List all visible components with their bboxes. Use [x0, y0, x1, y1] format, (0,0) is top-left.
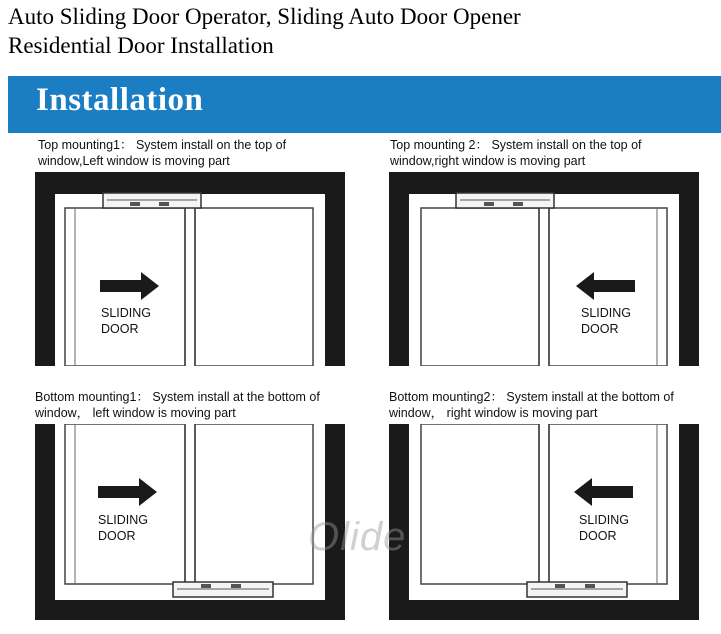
left-door-panel [421, 424, 539, 584]
door-diagram [389, 424, 699, 620]
watermark-logo: Olide [308, 515, 407, 559]
caption-top-mounting-1 [38, 137, 378, 169]
caption-line: Bottom mounting2： System install at the bottom of [389, 390, 674, 404]
caption-line: Top mounting1： System install on the top of [38, 138, 287, 152]
door-label: SLIDING DOOR [98, 513, 149, 543]
door-diagram [389, 172, 699, 366]
right-door-panel [195, 424, 313, 584]
left-door-panel [421, 208, 539, 366]
caption-bottom-mounting-2 [389, 389, 721, 421]
caption-top-mounting-2 [390, 137, 721, 169]
page-title [8, 2, 718, 60]
banner-heading: Installation [36, 82, 204, 118]
page-title-line1: Auto Sliding Door Operator, Sliding Auto Door Opener [8, 4, 521, 29]
right-door-panel [195, 208, 313, 366]
caption-line: window， right window is moving part [389, 406, 598, 420]
right-door-panel [549, 424, 667, 584]
caption-line: window,right window is moving part [390, 154, 586, 168]
caption-line: window， left window is moving part [35, 406, 236, 420]
door-label: SLIDING DOOR [581, 306, 632, 336]
diagram-top-mounting-2 [389, 172, 699, 366]
left-door-panel [65, 424, 185, 584]
door-diagram [35, 172, 345, 366]
installation-banner [8, 76, 721, 133]
door-diagram [35, 424, 345, 620]
diagram-bottom-mounting-1 [35, 424, 345, 620]
caption-line: Top mounting 2： System install on the top of [390, 138, 642, 152]
caption-line: window,Left window is moving part [38, 154, 230, 168]
caption-bottom-mounting-1 [35, 389, 375, 421]
page-title-line2: Residential Door Installation [8, 33, 274, 58]
diagram-bottom-mounting-2 [389, 424, 699, 620]
door-label: SLIDING DOOR [101, 306, 152, 336]
door-label: SLIDING DOOR [579, 513, 630, 543]
caption-line: Bottom mounting1： System install at the bottom of [35, 390, 320, 404]
diagram-top-mounting-1 [35, 172, 345, 366]
